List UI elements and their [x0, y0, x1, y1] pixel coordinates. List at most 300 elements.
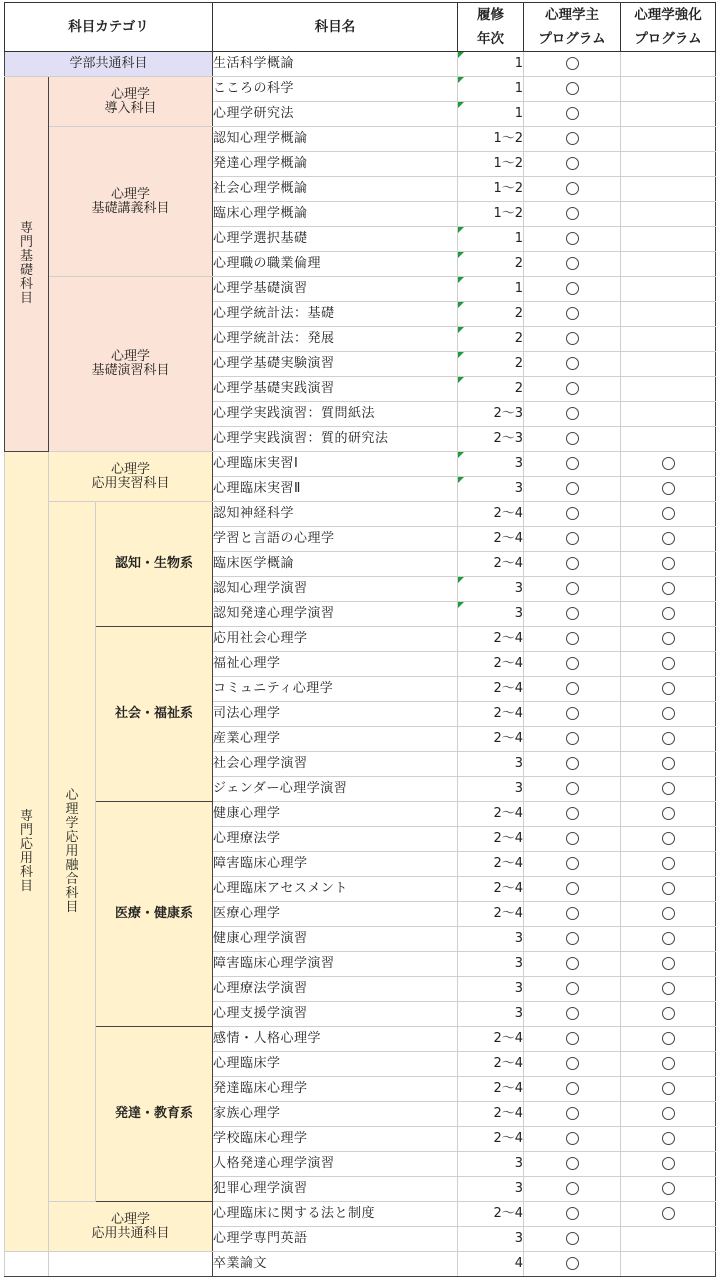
main-program-mark [524, 802, 621, 827]
main-program-mark [524, 127, 621, 152]
circle-mark-icon [662, 482, 675, 495]
main-program-mark [524, 477, 621, 502]
circle-mark-icon [566, 457, 579, 470]
course-year-value: 2～4 [493, 1206, 523, 1221]
circle-mark-icon [566, 782, 579, 795]
circle-mark-icon [566, 1107, 579, 1120]
course-year [458, 527, 524, 552]
course-year-value: 1～2 [493, 181, 523, 196]
course-name: 心理学基礎実験演習 [213, 352, 458, 377]
advanced-program-mark [621, 352, 716, 377]
category-exercise [49, 277, 213, 452]
category-lecture [49, 127, 213, 277]
advanced-program-mark [621, 277, 716, 302]
circle-mark-icon [566, 507, 579, 520]
course-year-value: 2～4 [493, 681, 523, 696]
course-year [458, 427, 524, 452]
course-year-value: 3 [514, 456, 523, 471]
circle-mark-icon [566, 182, 579, 195]
advanced-program-mark [621, 1177, 716, 1202]
main-program-mark [524, 827, 621, 852]
course-name: 産業心理学 [213, 727, 458, 752]
main-program-mark [524, 402, 621, 427]
table-row [5, 77, 716, 102]
course-year [458, 777, 524, 802]
circle-mark-icon [566, 1157, 579, 1170]
course-year-value: 2～4 [493, 531, 523, 546]
circle-mark-icon [566, 132, 579, 145]
advanced-program-mark [621, 1202, 716, 1227]
course-year [458, 1052, 524, 1077]
main-program-mark [524, 77, 621, 102]
curriculum-table [4, 2, 716, 1277]
course-name: 心理臨床実習Ⅱ [213, 477, 458, 502]
course-year-value: 2～4 [493, 906, 523, 921]
course-year [458, 677, 524, 702]
circle-mark-icon [566, 382, 579, 395]
course-year [458, 1027, 524, 1052]
course-year-value: 2～4 [493, 506, 523, 521]
green-triangle-flag-icon [458, 102, 464, 108]
course-year [458, 627, 524, 652]
advanced-program-mark [621, 1252, 716, 1277]
circle-mark-icon [566, 232, 579, 245]
course-year-value: 2～4 [493, 881, 523, 896]
advanced-program-mark [621, 727, 716, 752]
advanced-program-mark [621, 577, 716, 602]
circle-mark-icon [662, 732, 675, 745]
main-program-mark [524, 777, 621, 802]
circle-mark-icon [662, 682, 675, 695]
advanced-program-mark [621, 152, 716, 177]
main-program-mark [524, 1127, 621, 1152]
table-row [5, 1202, 716, 1227]
main-program-mark [524, 352, 621, 377]
advanced-program-mark [621, 652, 716, 677]
course-year [458, 1177, 524, 1202]
course-name: 発達臨床心理学 [213, 1077, 458, 1102]
table-row [5, 52, 716, 77]
green-triangle-flag-icon [458, 352, 464, 358]
course-year [458, 202, 524, 227]
circle-mark-icon [566, 257, 579, 270]
fusion-label: 心 理 学 応 用 融 合 科 目 [65, 787, 79, 915]
course-year [458, 877, 524, 902]
advanced-program-mark [621, 977, 716, 1002]
course-name: 心理職の職業倫理 [213, 252, 458, 277]
faculty-common-label: 学部共通科目 [69, 56, 148, 71]
advanced-program-mark [621, 127, 716, 152]
course-year [458, 1252, 524, 1277]
circle-mark-icon [566, 832, 579, 845]
circle-mark-icon [662, 1107, 675, 1120]
table-row [5, 502, 716, 527]
course-year-value: 3 [514, 481, 523, 496]
course-year-value: 2～4 [493, 1031, 523, 1046]
course-name: 心理臨床アセスメント [213, 877, 458, 902]
circle-mark-icon [662, 457, 675, 470]
header-year [458, 3, 524, 52]
circle-mark-icon [566, 157, 579, 170]
course-name: 感情・人格心理学 [213, 1027, 458, 1052]
circle-mark-icon [662, 1032, 675, 1045]
cognitive-label: 認知・生物系 [114, 556, 193, 571]
header-category: 科目カテゴリ [5, 3, 213, 52]
course-year [458, 477, 524, 502]
category-social [96, 627, 213, 802]
circle-mark-icon [662, 1207, 675, 1220]
course-name: 司法心理学 [213, 702, 458, 727]
practicum-line2: 応用実習科目 [91, 475, 170, 491]
course-year [458, 827, 524, 852]
circle-mark-icon [566, 1232, 579, 1245]
circle-mark-icon [566, 1207, 579, 1220]
main-program-mark [524, 452, 621, 477]
circle-mark-icon [566, 332, 579, 345]
main-program-mark [524, 252, 621, 277]
main-program-mark [524, 52, 621, 77]
course-year [458, 752, 524, 777]
green-triangle-flag-icon [458, 452, 464, 458]
main-program-mark [524, 927, 621, 952]
circle-mark-icon [662, 957, 675, 970]
course-year [458, 602, 524, 627]
advanced-program-mark [621, 302, 716, 327]
course-year-value: 3 [514, 606, 523, 621]
main-program-mark [524, 952, 621, 977]
header-year-line1: 履修 [477, 7, 504, 23]
header-adv-line2: プログラム [634, 31, 702, 47]
course-name: 卒業論文 [213, 1252, 458, 1277]
advanced-program-mark [621, 527, 716, 552]
course-year-value: 2～4 [493, 831, 523, 846]
course-year [458, 52, 524, 77]
main-program-mark [524, 1102, 621, 1127]
course-year [458, 227, 524, 252]
circle-mark-icon [662, 1182, 675, 1195]
course-year-value: 1 [514, 81, 523, 96]
main-program-mark [524, 1177, 621, 1202]
circle-mark-icon [566, 1032, 579, 1045]
course-name: 認知心理学概論 [213, 127, 458, 152]
green-triangle-flag-icon [458, 477, 464, 483]
course-name: 心理学実践演習：質的研究法 [213, 427, 458, 452]
header-main-program [524, 3, 621, 52]
course-year-value: 3 [514, 981, 523, 996]
main-program-mark [524, 1052, 621, 1077]
advanced-program-mark [621, 502, 716, 527]
course-year-value: 1～2 [493, 131, 523, 146]
course-name: 臨床心理学概論 [213, 202, 458, 227]
table-row [5, 802, 716, 827]
circle-mark-icon [662, 907, 675, 920]
green-triangle-flag-icon [458, 577, 464, 583]
circle-mark-icon [662, 1082, 675, 1095]
circle-mark-icon [566, 757, 579, 770]
course-year-value: 2～4 [493, 706, 523, 721]
course-name: 認知発達心理学演習 [213, 602, 458, 627]
main-program-mark [524, 702, 621, 727]
course-year-value: 3 [514, 931, 523, 946]
course-name: 犯罪心理学演習 [213, 1177, 458, 1202]
course-year [458, 77, 524, 102]
header-main-line2: プログラム [538, 31, 606, 47]
course-year-value: 2 [514, 306, 523, 321]
senmon-kiso-label: 専 門 基 礎 科 目 [19, 221, 33, 306]
category-faculty-common [5, 52, 213, 77]
category-medical [96, 802, 213, 1027]
course-year [458, 802, 524, 827]
circle-mark-icon [566, 707, 579, 720]
course-year [458, 852, 524, 877]
circle-mark-icon [662, 882, 675, 895]
course-year [458, 1227, 524, 1252]
common-line2: 応用共通科目 [91, 1225, 170, 1241]
course-year [458, 252, 524, 277]
main-program-mark [524, 277, 621, 302]
main-program-mark [524, 652, 621, 677]
course-year [458, 177, 524, 202]
course-year [458, 927, 524, 952]
circle-mark-icon [566, 932, 579, 945]
course-year [458, 552, 524, 577]
course-year-value: 2～4 [493, 656, 523, 671]
circle-mark-icon [662, 557, 675, 570]
exercise-line2: 基礎演習科目 [91, 363, 170, 378]
course-name: 社会心理学概論 [213, 177, 458, 202]
lecture-line2: 基礎講義科目 [91, 200, 170, 216]
advanced-program-mark [621, 752, 716, 777]
advanced-program-mark [621, 1102, 716, 1127]
circle-mark-icon [662, 1132, 675, 1145]
advanced-program-mark [621, 702, 716, 727]
course-year-value: 3 [514, 1006, 523, 1021]
circle-mark-icon [566, 432, 579, 445]
circle-mark-icon [662, 932, 675, 945]
course-name: 応用社会心理学 [213, 627, 458, 652]
course-year-value: 1 [514, 106, 523, 121]
main-program-mark [524, 677, 621, 702]
course-name: 心理臨床に関する法と制度 [213, 1202, 458, 1227]
header-subject: 科目名 [213, 3, 458, 52]
header-main-line1: 心理学主 [545, 7, 599, 23]
advanced-program-mark [621, 1127, 716, 1152]
course-name: 心理学基礎実践演習 [213, 377, 458, 402]
course-name: 医療心理学 [213, 902, 458, 927]
advanced-program-mark [621, 1052, 716, 1077]
circle-mark-icon [662, 632, 675, 645]
course-name: 臨床医学概論 [213, 552, 458, 577]
main-program-mark [524, 202, 621, 227]
course-year [458, 577, 524, 602]
course-year-value: 2 [514, 381, 523, 396]
course-name: 認知心理学演習 [213, 577, 458, 602]
circle-mark-icon [662, 782, 675, 795]
main-program-mark [524, 1027, 621, 1052]
circle-mark-icon [566, 607, 579, 620]
circle-mark-icon [662, 532, 675, 545]
course-name: 心理支援学演習 [213, 1002, 458, 1027]
advanced-program-mark [621, 677, 716, 702]
advanced-program-mark [621, 1152, 716, 1177]
circle-mark-icon [566, 282, 579, 295]
circle-mark-icon [566, 1057, 579, 1070]
course-year-value: 1 [514, 56, 523, 71]
table-row [5, 277, 716, 302]
category-common [49, 1202, 213, 1252]
medical-label: 医療・健康系 [114, 906, 193, 921]
green-triangle-flag-icon [458, 377, 464, 383]
course-year-value: 2 [514, 356, 523, 371]
course-year-value: 2～3 [493, 406, 523, 421]
course-year-value: 2～4 [493, 1081, 523, 1096]
course-name: 心理学統計法：発展 [213, 327, 458, 352]
circle-mark-icon [662, 832, 675, 845]
course-name: 障害臨床心理学演習 [213, 952, 458, 977]
course-year [458, 1127, 524, 1152]
circle-mark-icon [662, 1157, 675, 1170]
course-year-value: 1 [514, 281, 523, 296]
circle-mark-icon [566, 557, 579, 570]
advanced-program-mark [621, 827, 716, 852]
advanced-program-mark [621, 402, 716, 427]
course-year-value: 2 [514, 331, 523, 346]
course-year-value: 3 [514, 756, 523, 771]
course-year-value: 1～2 [493, 206, 523, 221]
advanced-program-mark [621, 1002, 716, 1027]
course-year [458, 1077, 524, 1102]
thesis-category-blank-1 [5, 1252, 49, 1277]
main-program-mark [524, 552, 621, 577]
course-year [458, 102, 524, 127]
circle-mark-icon [662, 657, 675, 670]
common-line1: 心理学 [110, 1211, 150, 1227]
circle-mark-icon [566, 207, 579, 220]
course-name: 心理学基礎演習 [213, 277, 458, 302]
header-year-line2: 年次 [477, 31, 504, 47]
course-name: 心理学研究法 [213, 102, 458, 127]
circle-mark-icon [662, 757, 675, 770]
circle-mark-icon [662, 582, 675, 595]
circle-mark-icon [662, 807, 675, 820]
lecture-line1: 心理学 [110, 186, 150, 202]
course-year [458, 1202, 524, 1227]
course-year-value: 2～4 [493, 856, 523, 871]
course-name: 心理学選択基礎 [213, 227, 458, 252]
course-year-value: 2 [514, 256, 523, 271]
course-year [458, 702, 524, 727]
advanced-program-mark [621, 177, 716, 202]
header-advanced-program [621, 3, 716, 52]
advanced-program-mark [621, 427, 716, 452]
course-year-value: 2～4 [493, 1106, 523, 1121]
course-year-value: 2～4 [493, 1056, 523, 1071]
main-program-mark [524, 227, 621, 252]
circle-mark-icon [566, 882, 579, 895]
main-program-mark [524, 852, 621, 877]
green-triangle-flag-icon [458, 77, 464, 83]
circle-mark-icon [662, 1007, 675, 1020]
main-program-mark [524, 752, 621, 777]
green-triangle-flag-icon [458, 277, 464, 283]
course-name: 発達心理学概論 [213, 152, 458, 177]
circle-mark-icon [566, 982, 579, 995]
table-row [5, 127, 716, 152]
advanced-program-mark [621, 802, 716, 827]
circle-mark-icon [566, 1182, 579, 1195]
advanced-program-mark [621, 52, 716, 77]
course-year [458, 977, 524, 1002]
category-fusion [49, 502, 96, 1202]
category-senmon-ouyou [5, 452, 49, 1252]
circle-mark-icon [566, 357, 579, 370]
circle-mark-icon [566, 82, 579, 95]
main-program-mark [524, 1002, 621, 1027]
category-intro [49, 77, 213, 127]
table-row [5, 452, 716, 477]
main-program-mark [524, 302, 621, 327]
circle-mark-icon [566, 582, 579, 595]
course-year-value: 2～4 [493, 806, 523, 821]
circle-mark-icon [566, 307, 579, 320]
circle-mark-icon [566, 907, 579, 920]
advanced-program-mark [621, 902, 716, 927]
circle-mark-icon [566, 532, 579, 545]
course-name: コミュニティ心理学 [213, 677, 458, 702]
course-name: 福祉心理学 [213, 652, 458, 677]
main-program-mark [524, 1227, 621, 1252]
advanced-program-mark [621, 452, 716, 477]
course-year-value: 3 [514, 581, 523, 596]
advanced-program-mark [621, 627, 716, 652]
course-year [458, 652, 524, 677]
circle-mark-icon [662, 507, 675, 520]
advanced-program-mark [621, 102, 716, 127]
course-year-value: 2～4 [493, 731, 523, 746]
course-name: 家族心理学 [213, 1102, 458, 1127]
course-name: 健康心理学 [213, 802, 458, 827]
course-year-value: 2～3 [493, 431, 523, 446]
course-name: 心理療法学 [213, 827, 458, 852]
course-year-value: 1～2 [493, 156, 523, 171]
advanced-program-mark [621, 952, 716, 977]
course-name: 心理臨床学 [213, 1052, 458, 1077]
main-program-mark [524, 902, 621, 927]
thesis-category-blank-2 [49, 1252, 213, 1277]
table-row [5, 1027, 716, 1052]
circle-mark-icon [566, 807, 579, 820]
course-name: 学校臨床心理学 [213, 1127, 458, 1152]
exercise-line1: 心理学 [110, 349, 150, 364]
course-year [458, 902, 524, 927]
advanced-program-mark [621, 1227, 716, 1252]
green-triangle-flag-icon [458, 227, 464, 233]
social-label: 社会・福祉系 [114, 706, 193, 721]
course-name: 心理学実践演習：質問紙法 [213, 402, 458, 427]
main-program-mark [524, 177, 621, 202]
advanced-program-mark [621, 777, 716, 802]
main-program-mark [524, 577, 621, 602]
course-year-value: 3 [514, 1181, 523, 1196]
advanced-program-mark [621, 477, 716, 502]
course-name: 社会心理学演習 [213, 752, 458, 777]
course-year-value: 3 [514, 781, 523, 796]
main-program-mark [524, 1077, 621, 1102]
course-year [458, 1152, 524, 1177]
practicum-line1: 心理学 [110, 461, 150, 477]
course-year-value: 3 [514, 1231, 523, 1246]
course-year [458, 402, 524, 427]
